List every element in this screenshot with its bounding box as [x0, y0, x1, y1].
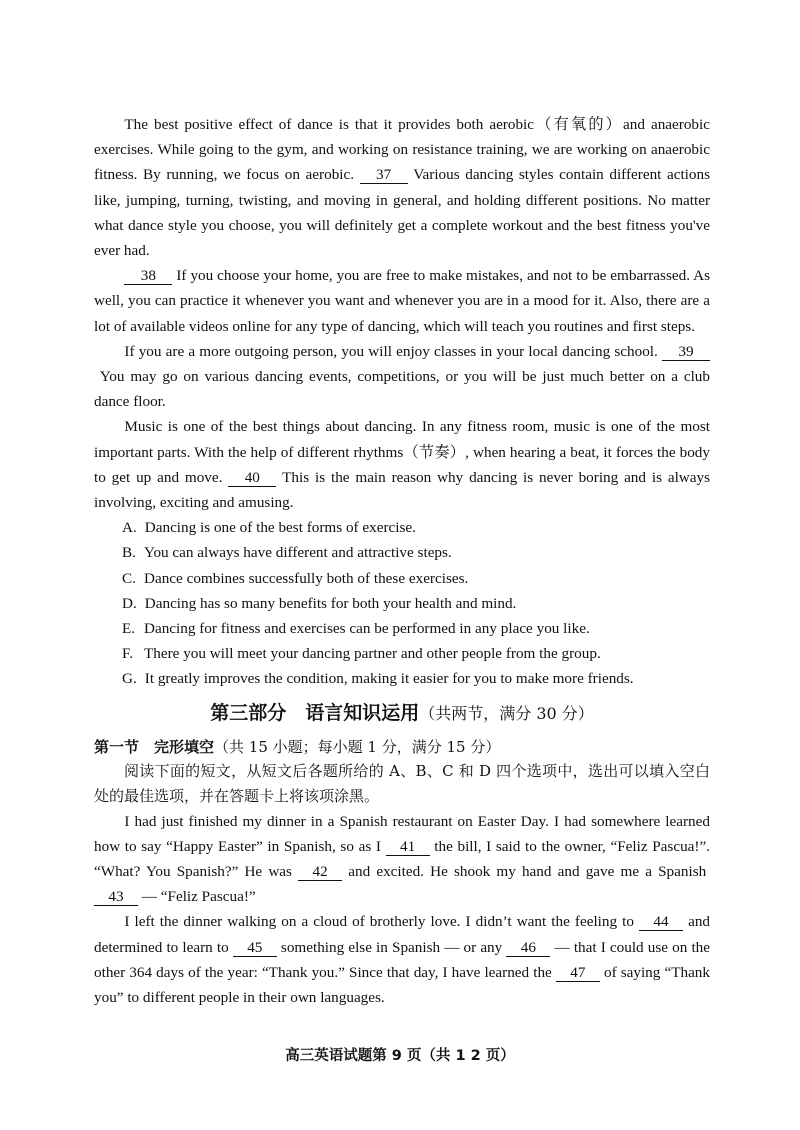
cloze-instructions: 阅读下面的短文，从短文后各题所给的 A、B、C 和 D 四个选项中，选出可以填入空白处的最佳选项，并在答题卡上将该项涂黑。: [94, 761, 710, 805]
passage-paragraph-4: [94, 414, 710, 515]
answer-blank-43: 43: [94, 889, 138, 906]
page-footer: 高三英语试题第 9 页（共 1 2 页）: [285, 1048, 515, 1064]
passage-paragraph-3: [94, 339, 710, 415]
answer-blank-44: 44: [639, 914, 683, 931]
passage-paragraph-1: [94, 112, 710, 263]
passage-text: Various dancing styles contain different actions like, jumping, turning, twisting, and moving in general, and holding different positions. No matter what dance style you choose, you will definitely get a complete workout and the best fitness you've ever had.: [94, 166, 710, 260]
cloze-paragraph-2: I left the dinner walking on a cloud of brotherly love. I didn’t want the feeling to 44 and determined to learn to 45 something else in Spanish — or any 46 — that I could use on the other 364 days of the year: “Thank you.” Since that day, I have learned the 47 of saying “Thank you” to different people in their own languages.: [94, 913, 711, 1007]
answer-blank-47: 47: [556, 965, 600, 982]
passage-paragraph-2: [94, 263, 710, 339]
option-b: B. You can always have different and attractive steps.: [122, 544, 452, 562]
passage-text: If you choose your home, you are free to make mistakes, and not to be embarrassed. As well, you can practice it whenever you want and whenever you are in a mood for it. Also, there are a lot of available videos online for any type of dancing, which will teach you routines and first steps.: [94, 267, 711, 335]
answer-blank-46: 46: [506, 940, 550, 957]
part-three-heading: 第三部分 语言知识运用（共两节，满分 30 分）: [210, 701, 594, 724]
answer-options-list: [94, 515, 710, 691]
answer-blank-41: 41: [386, 839, 430, 856]
passage-text: You may go on various dancing events, competitions, or you will be just much better on a club dance floor.: [94, 368, 710, 411]
passage-text: The best positive effect of dance is that it provides both aerobic（有氧的）and anaerobic exercises. While going to the gym, and working on resistance training, we are working on anaerobic fitness. By running, we focus on aerobic.: [94, 116, 710, 184]
answer-blank-39: 39: [662, 344, 710, 361]
option-c: C. Dance combines successfully both of these exercises.: [122, 569, 469, 587]
answer-blank-38: 38: [124, 268, 172, 285]
passage-text: If you are a more outgoing person, you will enjoy classes in your local dancing school.: [124, 342, 658, 360]
cloze-paragraph-1: I had just finished my dinner in a Spanish restaurant on Easter Day. I had somewhere learned how to say “Happy Easter” in Spanish, so as I 41 the bill, I said to the owner, “Feliz Pascua!”. “What? You Spanish?” He was 42 and excited. He shook my hand and gave me a Spanish 43 — “Feliz Pascua!”: [94, 812, 711, 906]
option-g: G. It greatly improves the condition, making it easier for you to make more friends.: [122, 670, 634, 688]
option-e: E. Dancing for fitness and exercises can be performed in any place you like.: [122, 620, 590, 638]
exam-page: [94, 112, 710, 1010]
answer-blank-42: 42: [298, 864, 342, 881]
passage-text: Music is one of the best things about dancing. In any fitness room, music is one of the most important parts. With the help of different rhythms（节奏）, when hearing a beat, it forces the body to get up and move.: [94, 418, 710, 486]
passage-text: This is the main reason why dancing is never boring and is always involving, exciting and amusing.: [94, 468, 711, 512]
answer-blank-45: 45: [233, 940, 277, 957]
section-one-heading: 第一节 完形填空（共 15 小题；每小题 1 分，满分 15 分）: [94, 737, 501, 756]
answer-blank-40: 40: [228, 470, 276, 487]
option-a: A. Dancing is one of the best forms of exercise.: [122, 519, 416, 537]
option-f: F. There you will meet your dancing partner and other people from the group.: [122, 645, 601, 663]
option-d: D. Dancing has so many benefits for both your health and mind.: [122, 594, 517, 612]
answer-blank-37: 37: [360, 167, 408, 184]
